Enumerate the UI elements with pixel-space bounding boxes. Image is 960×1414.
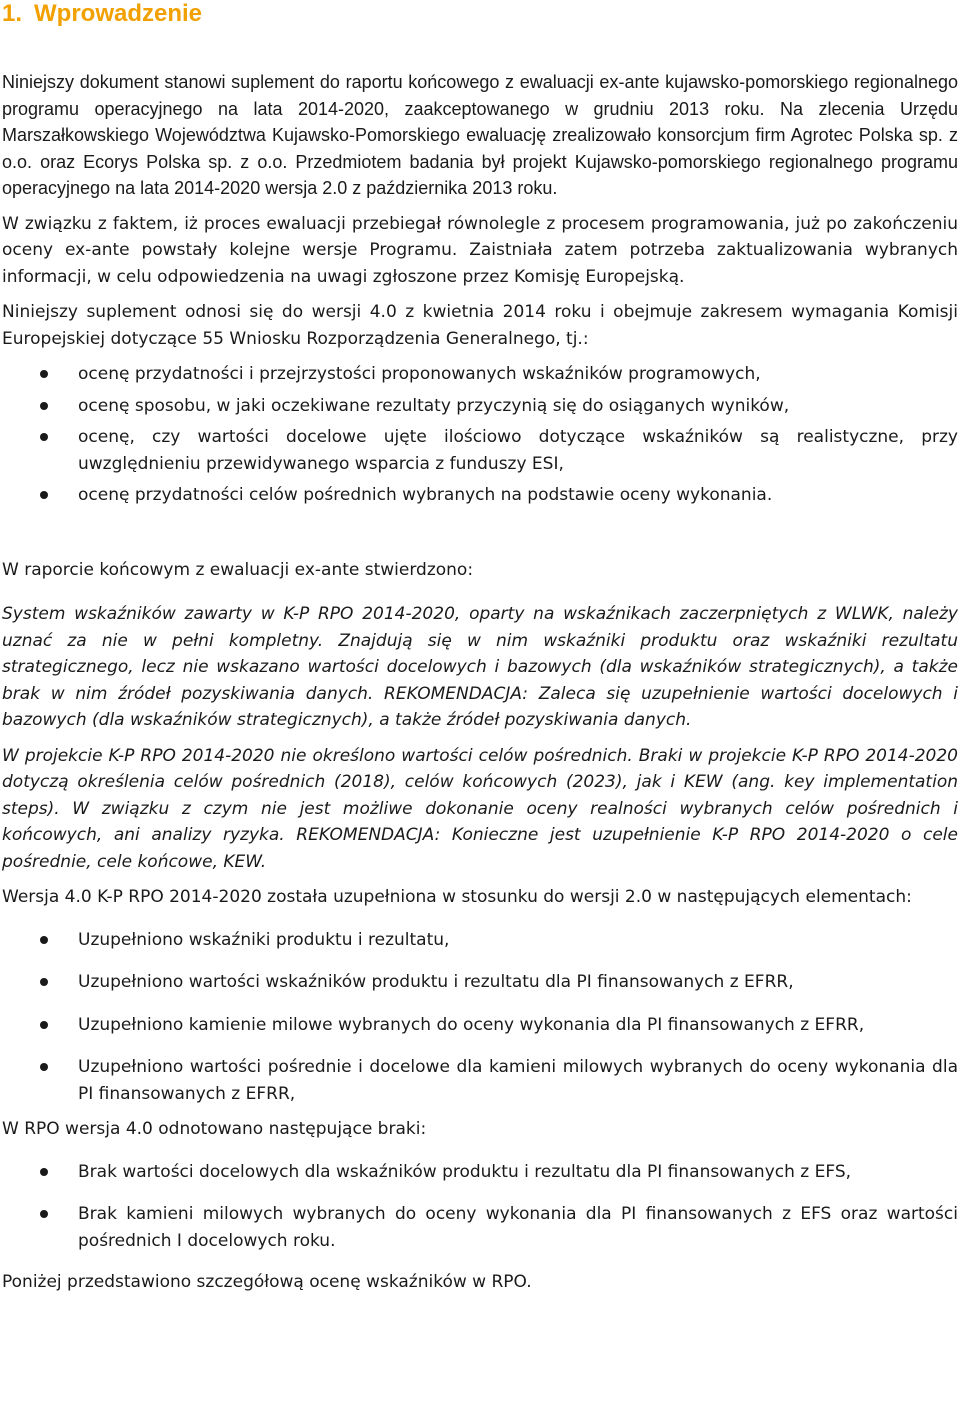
list-item: Brak wartości docelowych dla wskaźników produktu i rezultatu dla PI finansowanych z EFS,: [2, 1159, 958, 1186]
section-heading: [2, 0, 958, 40]
bullet-icon: [40, 1063, 48, 1071]
finding-2-paragraph: W projekcie K-P RPO 2014-2020 nie określono wartości celów pośrednich. Braki w projekcie K-P RPO 2014-2020 dotyczą określenia celów pośrednich (2018), celów końcowych (2023), jak i KEW (ang. key implementation steps). W związku z czym nie jest możliwe dokonanie oceny realności wybranych celów pośrednich i końcowych, ani analizy ryzyka. REKOMENDACJA: Konieczne jest uzupełnienie K-P RPO 2014-2020 o cele pośrednie, cele końcowe, KEW.: [2, 745, 958, 872]
list-item: Uzupełniono wartości wskaźników produktu i rezultatu dla PI finansowanych z EFRR,: [2, 969, 958, 996]
bullet-icon: [40, 433, 48, 441]
gaps-paragraph: W RPO wersja 4.0 odnotowano następujące braki:: [2, 1119, 427, 1139]
document-page: [2, 0, 958, 1296]
version-list: [2, 927, 958, 1108]
bullet-icon: [40, 370, 48, 378]
section-title: Wprowadzenie: [34, 0, 203, 27]
list-item: Uzupełniono kamienie milowe wybranych do oceny wykonania dla PI finansowanych z EFRR,: [2, 1012, 958, 1039]
list-item: ocenę sposobu, w jaki oczekiwane rezultaty przyczynią się do osiąganych wyników,: [2, 393, 958, 420]
scope-paragraph: Niniejszy suplement odnosi się do wersji 4.0 z kwietnia 2014 roku i obejmuje zakresem wymagania Komisji Europejskiej dotyczące 55 Wniosku Rozporządzenia Generalnego, tj.:: [2, 302, 958, 349]
version-paragraph: Wersja 4.0 K-P RPO 2014-2020 została uzupełniona w stosunku do wersji 2.0 w następujących elementach:: [2, 887, 912, 907]
scope-list: [2, 361, 958, 509]
bullet-icon: [40, 978, 48, 986]
list-item: ocenę, czy wartości docelowe ujęte ilościowo dotyczące wskaźników są realistyczne, przy uwzględnieniu przewidywanego wsparcia z funduszy ESI,: [2, 424, 958, 477]
list-item: Brak kamieni milowych wybranych do oceny wykonania dla PI finansowanych z EFS oraz wartości pośrednich I docelowych roku.: [2, 1201, 958, 1254]
bullet-icon: [40, 1168, 48, 1176]
list-item: ocenę przydatności i przejrzystości proponowanych wskaźników programowych,: [2, 361, 958, 388]
section-number: 1.: [2, 0, 23, 27]
bullet-icon: [40, 1210, 48, 1218]
list-item: Uzupełniono wskaźniki produktu i rezultatu,: [2, 927, 958, 954]
bullet-icon: [40, 402, 48, 410]
closing-paragraph: Poniżej przedstawiono szczegółową ocenę wskaźników w RPO.: [2, 1272, 532, 1292]
bullet-icon: [40, 936, 48, 944]
bullet-icon: [40, 491, 48, 499]
report-intro-paragraph: W raporcie końcowym z ewaluacji ex-ante stwierdzono:: [2, 559, 474, 580]
list-item: ocenę przydatności celów pośrednich wybranych na podstawie oceny wykonania.: [2, 482, 958, 509]
context-paragraph: W związku z faktem, iż proces ewaluacji przebiegał równolegle z procesem programowania, już po zakończeniu oceny ex-ante powstały kolejne wersje Programu. Zaistniała zatem potrzeba zaktualizowania wybranych informacji, w celu odpowiedzenia na uwagi zgłoszone przez Komisję Europejską.: [2, 213, 958, 287]
finding-1-paragraph: System wskaźników zawarty w K-P RPO 2014-2020, oparty na wskaźnikach zaczerpniętych z WLWK, należy uznać za nie w pełni kompletny. Znajdują się w nim wskaźniki produktu oraz wskaźniki rezultatu strategicznego, lecz nie wskazano wartości docelowych i bazowych (dla wskaźników strategicznych), a także brak w nim źródeł pozyskiwania danych. REKOMENDACJA: Zaleca się uzupełnienie wartości docelowych i bazowych (dla wskaźników strategicznych), a także źródeł pozyskiwania danych.: [2, 604, 958, 730]
list-item: Uzupełniono wartości pośrednie i docelowe dla kamieni milowych wybranych do oceny wykonania dla PI finansowanych z EFRR,: [2, 1054, 958, 1107]
bullet-icon: [40, 1021, 48, 1029]
intro-paragraph: Niniejszy dokument stanowi suplement do raportu końcowego z ewaluacji ex-ante kujawsko-pomorskiego regionalnego programu operacyjnego na lata 2014-2020, zaakceptowanego w grudniu 2013 roku. Na zlecenia Urzędu Marszałkowskiego Województwa Kujawsko-Pomorskiego ewaluację zrealizowało konsorcjum firm Agrotec Polska sp. z o.o. oraz Ecorys Polska sp. z o.o. Przedmiotem badania był projekt Kujawsko-pomorskiego regionalnego programu operacyjnego na lata 2014-2020 wersja 2.0 z października 2013 roku.: [2, 72, 958, 198]
gaps-list: [2, 1159, 958, 1255]
